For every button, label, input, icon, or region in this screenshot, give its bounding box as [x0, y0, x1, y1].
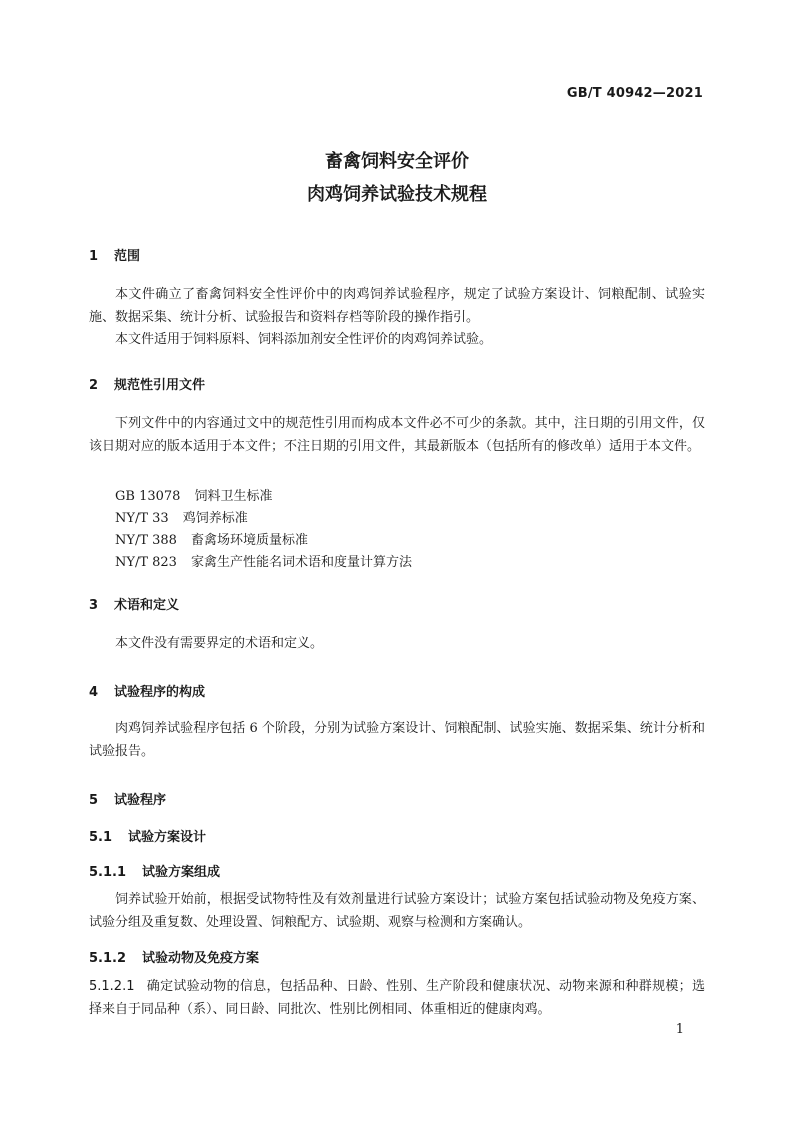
reference-name: 畜禽场环境质量标准	[190, 533, 308, 548]
section-number: 2	[89, 378, 99, 393]
reference-code: NY/T 823	[115, 555, 177, 570]
clause-text: 确定试验动物的信息，包括品种、日龄、性别、生产阶段和健康状况、动物来源和种群规模；选择来自于同品种（系）、同日龄、同批次、性别比例相同、体重相近的健康肉鸡。	[89, 979, 705, 1017]
section-title: 试验动物及免疫方案	[142, 951, 260, 966]
section-3-heading	[89, 594, 179, 613]
section-2-heading	[89, 374, 205, 393]
reference-item	[115, 529, 308, 548]
section-title: 试验程序的构成	[114, 685, 206, 700]
section-title: 试验方案设计	[128, 830, 207, 845]
subsection-5-1-heading	[89, 826, 206, 845]
reference-code: NY/T 388	[115, 533, 177, 548]
section-4-paragraph-1: 肉鸡饲养试验程序包括 6 个阶段，分别为试验方案设计、饲粮配制、试验实施、数据采集、统计分析和试验报告。	[89, 721, 705, 759]
section-number: 5.1.2	[89, 951, 127, 966]
section-number: 5	[89, 793, 99, 808]
section-2-paragraph-1: 下列文件中的内容通过文中的规范性引用而构成本文件必不可少的条款。其中，注日期的引用文件，仅该日期对应的版本适用于本文件；不注日期的引用文件，其最新版本（包括所有的修改单）适用于本文件。	[89, 416, 705, 454]
section-4-heading	[89, 681, 205, 700]
section-1-paragraph-1: 本文件确立了畜禽饲料安全性评价中的肉鸡饲养试验程序，规定了试验方案设计、饲粮配制、试验实施、数据采集、统计分析、试验报告和资料存档等阶段的操作指引。	[89, 287, 705, 325]
reference-name: 家禽生产性能名词术语和度量计算方法	[190, 555, 412, 570]
section-number: 1	[89, 249, 99, 264]
reference-item	[115, 507, 248, 526]
standard-code: GB/T 40942—2021	[566, 86, 703, 101]
document-title-line2: 肉鸡饲养试验技术规程	[307, 184, 487, 205]
reference-item	[115, 551, 412, 570]
subsection-5-1-1-heading	[89, 861, 220, 880]
clause-number: 5.1.2.1	[89, 979, 135, 994]
section-5-heading	[89, 789, 166, 808]
reference-name: 饲料卫生标准	[194, 489, 273, 504]
section-number: 5.1.1	[89, 865, 127, 880]
reference-name: 鸡饲养标准	[182, 511, 248, 526]
reference-item	[115, 485, 272, 504]
section-title: 术语和定义	[114, 598, 180, 613]
page-number: 1	[675, 1022, 684, 1037]
document-title-line1: 畜禽饲料安全评价	[325, 151, 469, 172]
section-1-paragraph-2: 本文件适用于饲料原料、饲料添加剂安全性评价的肉鸡饲养试验。	[115, 332, 493, 347]
reference-code: GB 13078	[115, 489, 181, 504]
section-number: 5.1	[89, 830, 113, 845]
reference-code: NY/T 33	[115, 511, 169, 526]
section-number: 4	[89, 685, 99, 700]
clause-5-1-2-1	[89, 976, 705, 1021]
section-3-paragraph-1: 本文件没有需要界定的术语和定义。	[115, 636, 324, 651]
section-title: 范围	[114, 249, 141, 264]
subsection-5-1-1-paragraph: 饲养试验开始前，根据受试物特性及有效剂量进行试验方案设计；试验方案包括试验动物及免疫方案、试验分组及重复数、处理设置、饲粮配方、试验期、观察与检测和方案确认。	[89, 892, 705, 930]
subsection-5-1-2-heading	[89, 947, 259, 966]
section-title: 试验程序	[114, 793, 167, 808]
section-title: 试验方案组成	[142, 865, 221, 880]
section-number: 3	[89, 598, 99, 613]
section-1-heading	[89, 245, 140, 264]
section-title: 规范性引用文件	[114, 378, 206, 393]
